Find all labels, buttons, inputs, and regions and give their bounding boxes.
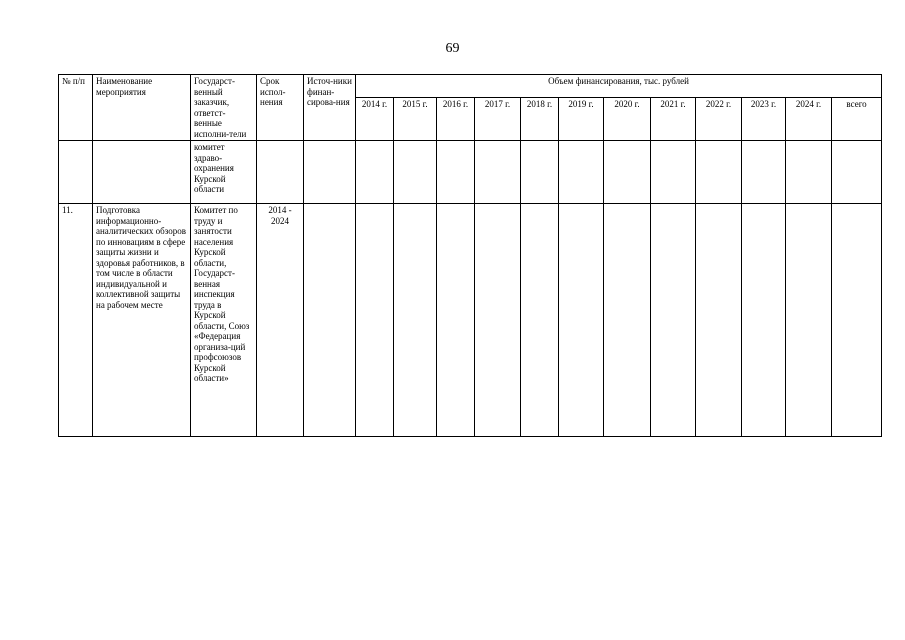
page-number: 69 — [445, 41, 460, 56]
row-name — [93, 141, 191, 204]
table-cell — [559, 141, 604, 204]
row-term — [257, 141, 304, 204]
table-cell — [696, 141, 742, 204]
table-cell — [521, 204, 559, 437]
header-name: Наименование мероприятия — [93, 75, 191, 141]
table-cell — [604, 141, 651, 204]
row-name: Подготовка информационно-аналитических обзоров по инновациям в сфере защиты жизни и здоровья работников, в том числе в области индивидуальной и коллективной защиты на рабочем месте — [93, 204, 191, 437]
row-num — [59, 141, 93, 204]
table-cell — [786, 141, 832, 204]
year-header: 2014 г. — [356, 98, 394, 141]
row-sources — [304, 141, 356, 204]
year-header: 2020 г. — [604, 98, 651, 141]
table-cell — [696, 204, 742, 437]
year-header: 2022 г. — [696, 98, 742, 141]
year-header: 2016 г. — [437, 98, 475, 141]
table-cell — [651, 141, 696, 204]
row-sources — [304, 204, 356, 437]
row-num: 11. — [59, 204, 93, 437]
table-cell — [521, 141, 559, 204]
table-cell — [437, 141, 475, 204]
table-cell — [604, 204, 651, 437]
table-cell — [394, 141, 437, 204]
header-term: Срок испол-нения — [257, 75, 304, 141]
header-row — [59, 75, 882, 98]
table-cell — [475, 141, 521, 204]
table-cell — [475, 204, 521, 437]
table-cell — [356, 141, 394, 204]
row-customer: Комитет по труду и занятости населения Курской области, Государст-венная инспекция труда в Курской области, Союз «Федерация организа-ций профсоюзов Курской области» — [191, 204, 257, 437]
header-sources: Источ-ники финан-сирова-ния — [304, 75, 356, 141]
year-header: 2024 г. — [786, 98, 832, 141]
table-cell — [356, 204, 394, 437]
table-row — [59, 204, 882, 437]
table-cell — [832, 204, 882, 437]
header-customer: Государст-венный заказчик, ответст-венные исполни-тели — [191, 75, 257, 141]
table-cell — [832, 141, 882, 204]
table-cell — [394, 204, 437, 437]
table-cell — [651, 204, 696, 437]
table-cell — [559, 204, 604, 437]
table-cell — [742, 141, 786, 204]
year-header: 2021 г. — [651, 98, 696, 141]
year-header: 2023 г. — [742, 98, 786, 141]
funding-table — [58, 74, 882, 437]
table-cell — [742, 204, 786, 437]
table-row — [59, 141, 882, 204]
table-cell — [437, 204, 475, 437]
year-header: 2017 г. — [475, 98, 521, 141]
year-header: 2018 г. — [521, 98, 559, 141]
row-customer: комитет здраво-охранения Курской области — [191, 141, 257, 204]
header-num: № п/п — [59, 75, 93, 141]
table-cell — [786, 204, 832, 437]
header-funding: Объем финансирования, тыс. рублей — [356, 75, 882, 98]
total-header: всего — [832, 98, 882, 141]
year-header: 2015 г. — [394, 98, 437, 141]
year-header: 2019 г. — [559, 98, 604, 141]
row-term: 2014 - 2024 — [257, 204, 304, 437]
